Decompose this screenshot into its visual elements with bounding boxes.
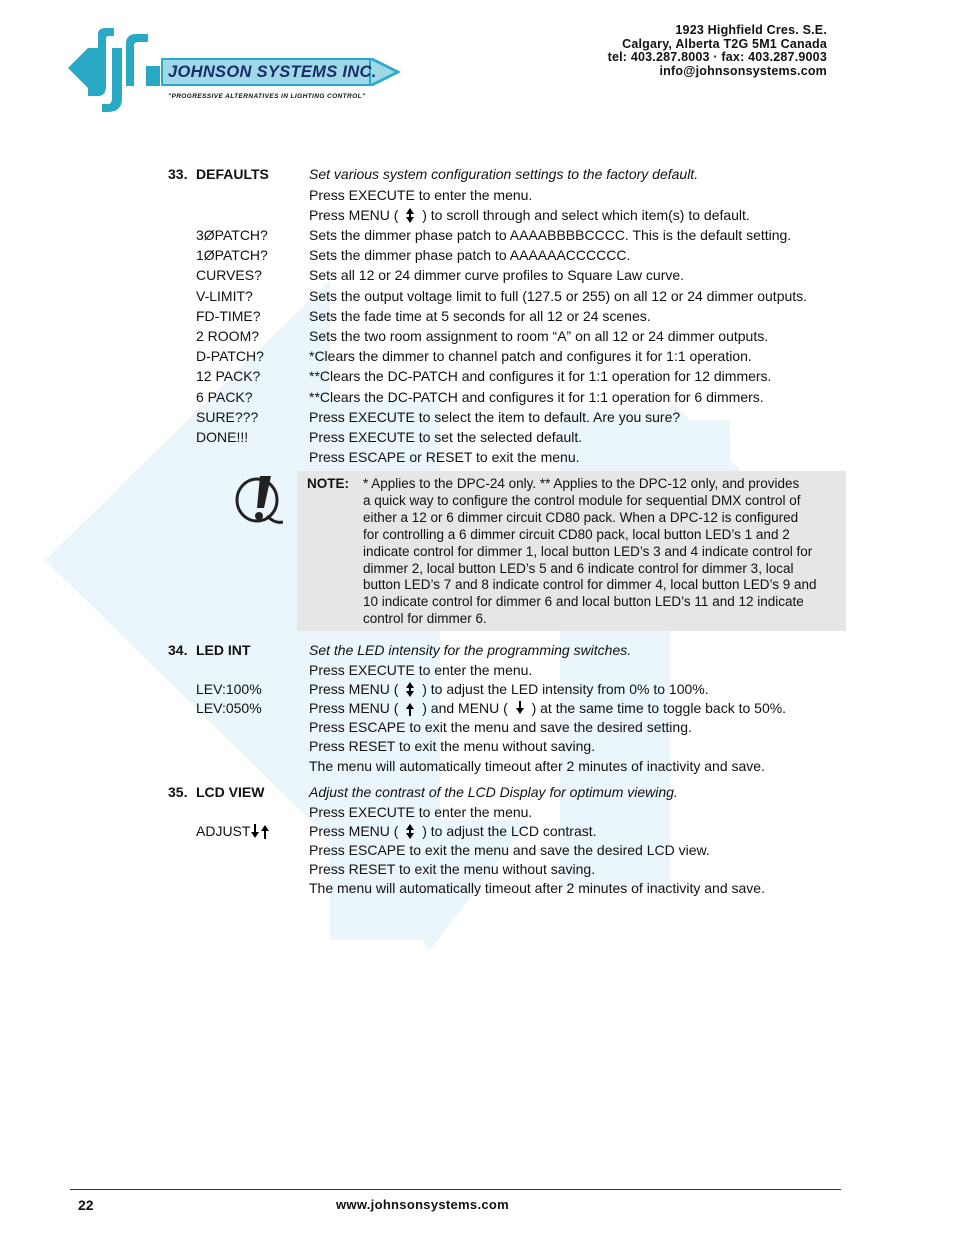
address-line: Calgary, Alberta T2G 5M1 Canada [622,36,827,51]
menu-label: V-LIMIT? [196,288,253,304]
instruction-line [309,681,709,697]
menu-description: *Clears the dimmer to channel patch and configures it for 1:1 operation. [309,348,752,364]
menu-description: Sets the output voltage limit to full (127.5 or 255) on all 12 or 24 dimmer outputs. [309,288,808,304]
address-line: info@johnsonsystems.com [659,63,827,78]
exclamation-q-icon [233,474,283,528]
tagline: "PROGRESSIVE ALTERNATIVES IN LIGHTING CONTROL" [168,93,366,100]
footer-divider [70,1189,841,1190]
instruction-line: The menu will automatically timeout after 2 minutes of inactivity and save. [309,880,765,896]
section-intro: Set various system configuration settings to the factory default. [309,166,699,182]
instruction-line [309,700,786,716]
instruction-text: Press MENU ( [309,823,399,839]
instruction-line: Press RESET to exit the menu without saving. [309,738,596,754]
section-title: DEFAULTS [196,166,269,182]
instruction-line: Press RESET to exit the menu without saving. [309,861,596,877]
note-text [363,476,839,628]
menu-description: **Clears the DC-PATCH and configures it for 1:1 operation for 6 dimmers. [309,389,764,405]
down-arrow-icon [250,824,260,839]
menu-label: CURVES? [196,267,262,283]
menu-label: DONE!!! [196,429,249,445]
section-title: LCD VIEW [196,784,265,800]
section-number: 35. [168,784,188,800]
company-address [608,24,827,78]
menu-label: FD-TIME? [196,308,261,324]
instruction-text: ) to scroll through and select which item(s) to default. [422,207,750,223]
instruction-text: ) at the same time to toggle back to 50%. [531,700,787,716]
logo-text: JOHNSON SYSTEMS INC. [168,63,377,81]
menu-description: Sets the two room assignment to room “A” on all 12 or 24 dimmer outputs. [309,328,769,344]
instruction-line [309,207,750,223]
menu-description: Sets all 12 or 24 dimmer curve profiles to Square Law curve. [309,267,685,283]
note-label: NOTE: [307,476,349,491]
note-line: 10 indicate control for dimmer 6 and local button LED’s 11 and 12 indicate [363,594,804,610]
section-intro: Set the LED intensity for the programming switches. [309,642,632,658]
instruction-line: Press ESCAPE to exit the menu and save the desired setting. [309,719,692,735]
section-number: 34. [168,642,188,658]
menu-label: 1ØPATCH? [196,247,268,263]
up-arrow-icon [403,701,417,716]
instruction-line [309,823,597,839]
instruction-text: ) to adjust the LCD contrast. [422,823,597,839]
instruction-text: Press MENU ( [309,681,399,697]
instruction-text: Press MENU ( [309,700,399,716]
instruction-text: ) to adjust the LED intensity from 0% to 100%. [422,681,709,697]
website-link[interactable]: www.johnsonsystems.com [336,1197,509,1212]
note-line: either a 12 or 6 dimmer circuit CD80 pack. When a DPC-12 is configured [363,509,799,525]
menu-label: 12 PACK? [196,368,261,384]
instruction-line: Press EXECUTE to enter the menu. [309,187,533,203]
company-logo-icon [68,26,168,116]
menu-description: Press EXECUTE to set the selected default. [309,429,583,445]
note-line: control for dimmer 6. [363,611,487,627]
note-line: button LED’s 7 and 8 indicate control for dimmer 4, local button LED’s 9 and [363,577,817,593]
section-intro: Adjust the contrast of the LCD Display for optimum viewing. [309,784,678,800]
menu-label: D-PATCH? [196,348,264,364]
down-arrow-icon [513,701,527,716]
menu-label [196,823,270,839]
menu-label-text: ADJUST [196,823,251,839]
address-line: tel: 403.287.8003 · fax: 403.287.9003 [607,50,827,65]
instruction-line: Press EXECUTE to enter the menu. [309,804,533,820]
up-down-arrow-icon [403,682,417,697]
up-down-arrow-icon [403,824,417,839]
menu-label: LEV:050% [196,700,262,716]
menu-description: Sets the dimmer phase patch to AAAABBBBCCCC. This is the default setting. [309,227,792,243]
menu-description: **Clears the DC-PATCH and configures it for 1:1 operation for 12 dimmers. [309,368,772,384]
note-line: indicate control for dimmer 1, local button LED’s 3 and 4 indicate control for [363,543,813,559]
page-number: 22 [78,1197,94,1213]
instruction-line: Press ESCAPE or RESET to exit the menu. [309,449,580,465]
menu-label: SURE??? [196,409,259,425]
note-line: a quick way to configure the control module for sequential DMX control of [363,492,801,508]
menu-description: Press EXECUTE to select the item to default. Are you sure? [309,409,681,425]
note-line: dimmer 2, local button LED’s 5 and 6 indicate control for dimmer 3, local [363,560,794,576]
menu-label: 3ØPATCH? [196,227,268,243]
section-title: LED INT [196,642,251,658]
note-line: * Applies to the DPC-24 only. ** Applies to the DPC-12 only, and provides [363,476,800,491]
instruction-line: Press ESCAPE to exit the menu and save the desired LCD view. [309,842,710,858]
section-number: 33. [168,166,188,182]
instruction-text: ) and MENU ( [422,700,508,716]
menu-label: LEV:100% [196,681,262,697]
instruction-line: Press EXECUTE to enter the menu. [309,662,533,678]
menu-description: Sets the fade time at 5 seconds for all 12 or 24 scenes. [309,308,651,324]
note-line: for controlling a 6 dimmer circuit CD80 pack, local button LED’s 1 and 2 [363,526,790,542]
menu-description: Sets the dimmer phase patch to AAAAAACCCCCC. [309,247,631,263]
address-line: 1923 Highfield Cres. S.E. [675,23,827,37]
up-down-arrow-icon [403,208,417,223]
menu-label: 2 ROOM? [196,328,260,344]
instruction-line: The menu will automatically timeout after 2 minutes of inactivity and save. [309,758,765,774]
menu-label: 6 PACK? [196,389,253,405]
instruction-text: Press MENU ( [309,207,399,223]
up-arrow-icon [260,824,270,839]
